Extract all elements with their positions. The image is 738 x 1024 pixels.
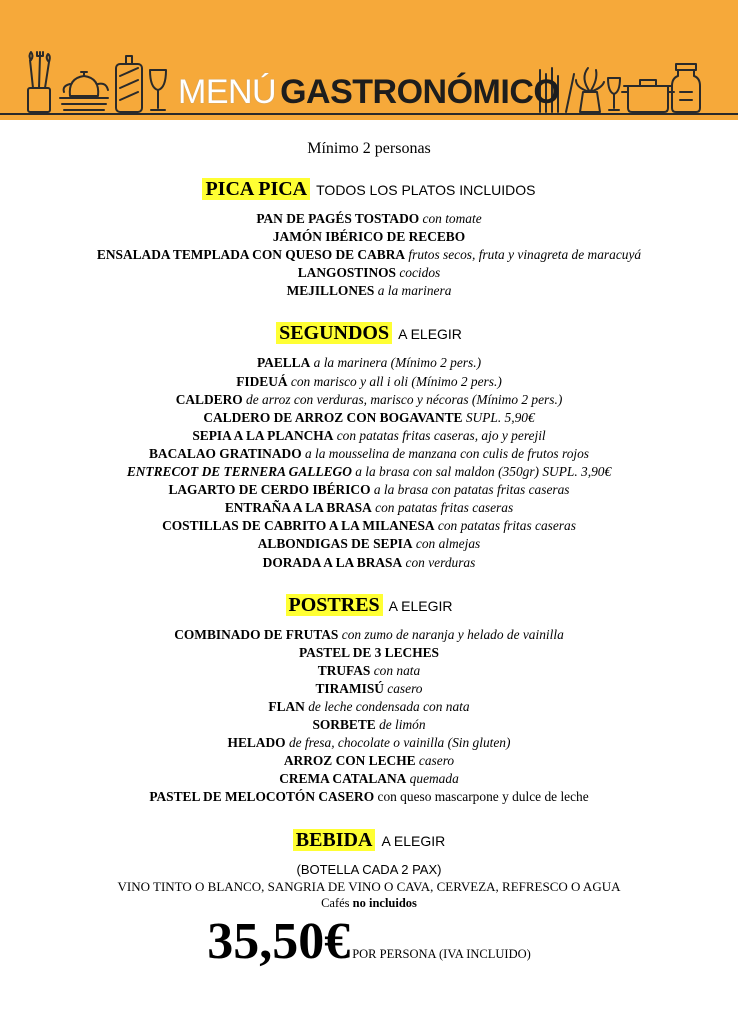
item-desc: casero [418,753,455,769]
teapot-icon [60,72,108,110]
item-name: LANGOSTINOS [297,265,396,281]
item-desc: de fresa, chocolate o vainilla (Sin gluten) [288,735,511,751]
list-item [0,554,738,572]
item-desc: con verduras [405,554,476,570]
item-name: COSTILLAS DE CABRITO A LA MILANESA [162,518,435,534]
menu-title-bold: GASTRONÓMICO [280,73,560,111]
list-item [0,463,738,481]
plant-icon [576,68,604,112]
spacer [0,807,738,821]
section-note: A ELEGIR [388,597,453,614]
item-name: ENTRECOT DE TERNERA GALLEGO [126,464,352,480]
list-item [0,535,738,553]
item-name: SEPIA A LA PLANCHA [192,427,334,443]
list-item [0,788,738,806]
item-desc: casero [387,680,423,696]
item-desc: de leche condensada con nata [308,698,470,714]
item-name: BACALAO GRATINADO [148,445,302,461]
list-item [0,626,738,644]
cafe-excluded: no incluidos [352,895,417,910]
section-note: A ELEGIR [398,326,462,343]
list-item [0,680,738,698]
item-name: ALBONDIGAS DE SEPIA [257,536,413,552]
item-name: TRUFAS [317,662,371,678]
header-banner [0,0,738,120]
section-bebida [0,825,738,857]
item-name: PASTEL DE MELOCOTÓN CASERO [149,789,375,805]
item-name: HELADO [227,735,286,751]
pica-items [0,210,738,300]
bottle-note: (BOTELLA CADA 2 PAX) [296,861,442,877]
list-item [0,445,738,463]
list-item [0,427,738,445]
menu-content [0,138,738,912]
list-item [0,752,738,770]
item-name: FLAN [268,698,305,714]
item-desc: con marisco y all i oli (Mínimo 2 pers.) [290,373,502,389]
small-glass-icon [608,78,620,110]
section-note: TODOS LOS PLATOS INCLUIDOS [316,182,536,198]
item-desc: a la brasa con patatas fritas caseras [373,482,570,498]
item-desc: a la marinera (Mínimo 2 pers.) [313,355,482,371]
item-name: CALDERO [175,391,243,407]
item-desc: con almejas [415,536,481,552]
item-desc: de limón [379,717,426,733]
list-item [0,354,738,372]
section-pica-pica [0,174,738,206]
item-name: CALDERO DE ARROZ CON BOGAVANTE [203,409,463,425]
price-row [0,912,738,972]
postres-items [0,626,738,807]
price-amount: 35,50€ [207,913,351,970]
item-name: PAN DE PAGÉS TOSTADO [256,211,420,226]
item-desc: quemada [409,771,459,787]
item-desc: con tomate [422,211,482,226]
item-name: TIRAMISÚ [315,680,384,696]
list-item [0,734,738,752]
price-note: POR PERSONA (IVA INCLUIDO) [352,947,531,961]
storage-jar-icon [672,64,700,112]
list-item [0,391,738,409]
list-item [0,517,738,535]
item-name: ARROZ CON LECHE [283,753,416,769]
minimum-persons: Mínimo 2 personas [307,140,431,157]
list-item [0,282,738,300]
list-item [0,481,738,499]
item-name: ENSALADA TEMPLADA CON QUESO DE CABRA [96,247,406,263]
list-item [0,409,738,427]
item-desc: con nata [373,662,421,678]
list-item [0,373,738,391]
item-name: FIDEUÁ [236,373,288,389]
section-title: POSTRES [286,594,383,616]
item-desc: SUPL. 5,90€ [465,409,535,425]
list-item [0,662,738,680]
item-name: JAMÓN IBÉRICO DE RECEBO [272,229,466,245]
list-item [0,716,738,734]
item-name: MEJILLONES [286,283,375,299]
section-note: A ELEGIR [381,832,446,849]
item-desc: frutos secos, fruta y vinagreta de maracuyá [408,247,642,263]
item-desc: a la marinera [377,283,452,299]
list-item [0,228,738,246]
list-item [0,499,738,517]
list-item [0,770,738,788]
item-desc: con patatas fritas caseras [437,518,576,534]
list-item [0,698,738,716]
item-name: LAGARTO DE CERDO IBÉRICO [168,482,371,498]
item-name: COMBINADO DE FRUTAS [174,626,339,642]
menu-title [178,70,559,114]
spacer [0,300,738,314]
section-title: BEBIDA [293,829,376,851]
section-title: PICA PICA [202,178,310,200]
list-item [0,246,738,264]
item-desc: a la mousselina de manzana con culis de frutos rojos [304,445,590,461]
menu-title-light: MENÚ [178,73,277,111]
item-name: CREMA CATALANA [279,771,407,787]
item-name: SORBETE [312,717,376,733]
wine-glass-icon [150,70,166,110]
section-postres [0,590,738,622]
cafe-label: Cafés [321,895,350,910]
item-name: PASTEL DE 3 LECHES [298,644,440,660]
list-item [0,210,738,228]
item-desc: con patatas fritas caseras, ajo y perejil [336,427,546,443]
section-title: SEGUNDOS [276,322,392,344]
spacer [0,572,738,586]
section-segundos [0,318,738,350]
item-name: ENTRAÑA A LA BRASA [224,500,372,516]
list-item [0,264,738,282]
item-desc: con patatas fritas caseras [375,500,514,516]
list-item [0,644,738,662]
item-desc: con zumo de naranja y helado de vainilla [341,626,564,642]
item-desc: cocidos [399,265,441,281]
cutting-board-icon [116,56,142,112]
cafe-note [0,895,738,912]
item-desc: con queso mascarpone y dulce de leche [377,789,589,805]
banner-rule [0,113,738,115]
drinks-list: VINO TINTO O BLANCO, SANGRIA DE VINO O CAVA, CERVEZA, REFRESCO O AGUA [117,878,621,894]
item-name: DORADA A LA BRASA [262,554,403,570]
cooking-pot-icon [622,80,674,112]
segundos-items [0,354,738,571]
item-name: PAELLA [256,355,311,371]
utensil-jar-icon [28,52,50,112]
item-desc: a la brasa con sal maldon (350gr) SUPL. 3,90€ [355,464,612,480]
item-desc: de arroz con verduras, marisco y nécoras (Mínimo 2 pers.) [246,391,563,407]
